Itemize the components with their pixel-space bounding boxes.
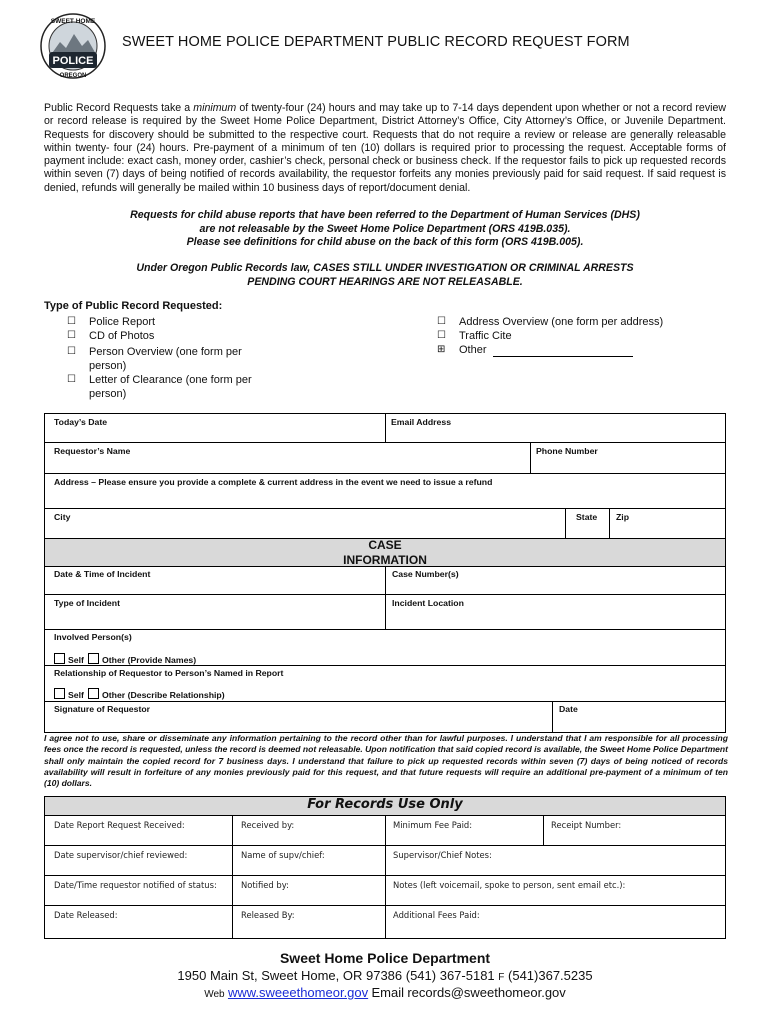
- agreement-statement: I agree not to use, share or disseminate any information pertaining to the record other than for lawful purposes. I understand that I am responsible for all processing fees once the record is requested, unless the record is deemed not releasable. Upon notification that said copied record is available, the Sweet Home Police Department shall only maintain the copied record for 7 business days. I understand that failure to pick up requested records within seven (7) days of being noticed of records availability will result in forfeiture of any monies previously paid for this request, and that future requests will require an additional pre-payment of a minimum of ten (10) dollars.: [44, 733, 728, 789]
- signature-date-field[interactable]: [552, 701, 726, 733]
- office-label: Date supervisor/chief reviewed:: [54, 850, 188, 860]
- option-label: Address Overview (one form per address): [459, 316, 664, 328]
- website-link[interactable]: www.sweeethomeor.gov: [227, 985, 369, 1000]
- office-cell[interactable]: [543, 815, 726, 846]
- field-label: State: [576, 512, 598, 522]
- relationship-field[interactable]: [44, 665, 726, 702]
- footer-web: [0, 985, 770, 1000]
- form-title: SWEET HOME POLICE DEPARTMENT PUBLIC RECORD REQUEST FORM: [122, 34, 630, 50]
- field-label: Phone Number: [536, 446, 598, 456]
- phone-field[interactable]: [530, 442, 726, 474]
- office-cell[interactable]: [385, 905, 726, 939]
- logo-top-text: SWEET HOME: [50, 18, 96, 25]
- office-label: Additional Fees Paid:: [393, 910, 480, 920]
- field-label: Today’s Date: [54, 417, 108, 427]
- oregon-notice-1: Under Oregon Public Records law, CASES STILL UNDER INVESTIGATION OR CRIMINAL ARRESTS: [136, 262, 634, 274]
- checkbox-icon[interactable]: [54, 653, 65, 664]
- footer-web-label: Web: [204, 989, 225, 1000]
- office-label: Receipt Number:: [551, 820, 622, 830]
- self-label: Self: [68, 655, 84, 665]
- office-label: Date Report Request Received:: [54, 820, 185, 830]
- incident-type-field[interactable]: [44, 594, 386, 630]
- incident-datetime-field[interactable]: [44, 566, 386, 595]
- option-label: Letter of Clearance (one form per person): [89, 374, 252, 400]
- self-label: Self: [68, 690, 84, 700]
- logo-bottom-text: OREGON: [59, 73, 87, 79]
- option-label: Police Report: [89, 316, 156, 328]
- involved-persons-field[interactable]: [44, 629, 726, 666]
- logo-center-text: POLICE: [52, 55, 94, 67]
- office-cell[interactable]: [232, 815, 386, 846]
- footer-fax: (541)367.5235: [508, 968, 593, 983]
- other-relationship-option[interactable]: [88, 688, 225, 700]
- field-label: Signature of Requestor: [54, 704, 151, 714]
- office-label: Received by:: [241, 820, 295, 830]
- checkbox-icon[interactable]: [54, 688, 65, 699]
- office-cell[interactable]: [232, 845, 386, 876]
- office-label: Date Released:: [54, 910, 118, 920]
- other-input-line[interactable]: [493, 345, 633, 357]
- office-cell[interactable]: [44, 845, 233, 876]
- office-use-title: For Records Use Only: [307, 797, 463, 812]
- case-numbers-field[interactable]: [385, 566, 726, 595]
- office-label: Notes (left voicemail, spoke to person, sent email etc.):: [393, 880, 626, 890]
- footer-address-text: 1950 Main St, Sweet Home, OR 97386 (541) 367-5181: [177, 968, 495, 983]
- intro-paragraph: [44, 102, 726, 195]
- checkbox-icon[interactable]: ☐: [67, 346, 76, 357]
- checkbox-icon[interactable]: [88, 653, 99, 664]
- option-label: CD of Photos: [89, 330, 155, 342]
- field-label: Requestor’s Name: [54, 446, 131, 456]
- field-label: Date: [559, 704, 578, 714]
- option-label: Other: [459, 344, 487, 356]
- field-label: Address – Please ensure you provide a complete & current address in the event we need to issue a refund: [54, 477, 493, 487]
- field-label: Involved Person(s): [54, 632, 132, 642]
- email-field[interactable]: [385, 413, 726, 443]
- todays-date-field[interactable]: [44, 413, 386, 443]
- case-title-line-1: CASE: [368, 538, 402, 552]
- field-label: Relationship of Requestor to Person’s Named in Report: [54, 668, 284, 678]
- other-names-option[interactable]: [88, 653, 196, 665]
- police-badge-logo: [40, 12, 106, 88]
- state-field[interactable]: [565, 508, 610, 539]
- other-relationship-label: Other (Describe Relationship): [102, 690, 225, 700]
- checkbox-icon[interactable]: ☐: [67, 316, 76, 327]
- office-label: Notified by:: [241, 880, 289, 890]
- city-field[interactable]: [44, 508, 566, 539]
- field-label: City: [54, 512, 71, 522]
- checkbox-icon[interactable]: ☐: [437, 330, 446, 341]
- office-cell[interactable]: [385, 815, 544, 846]
- office-cell[interactable]: [232, 875, 386, 906]
- checkbox-icon[interactable]: ☐: [67, 374, 76, 385]
- child-abuse-notice-1: Requests for child abuse reports that have been referred to the Department of Human Services (DHS): [130, 209, 640, 221]
- option-label: Traffic Cite: [459, 330, 512, 342]
- case-title-line-2: INFORMATION: [343, 552, 427, 567]
- office-cell[interactable]: [385, 845, 726, 876]
- option-label: Person Overview (one form per person): [89, 346, 242, 372]
- footer-email[interactable]: records@sweethomeor.gov: [407, 985, 566, 1000]
- address-field[interactable]: [44, 473, 726, 509]
- incident-location-field[interactable]: [385, 594, 726, 630]
- checkbox-icon[interactable]: [88, 688, 99, 699]
- field-label: Zip: [616, 512, 630, 522]
- field-label: Date & Time of Incident: [54, 569, 151, 579]
- office-cell[interactable]: [44, 875, 233, 906]
- child-abuse-notice-2: are not releasable by the Sweet Home Police Department (ORS 419B.035).: [199, 222, 571, 235]
- child-abuse-notice-3: Please see definitions for child abuse on the back of this form (ORS 419B.005).: [186, 236, 584, 248]
- field-label: Type of Incident: [54, 598, 120, 608]
- other-names-label: Other (Provide Names): [102, 655, 197, 665]
- office-cell[interactable]: [44, 905, 233, 939]
- requestor-name-field[interactable]: [44, 442, 531, 474]
- footer-email-label: Email: [371, 985, 404, 1000]
- office-label: Supervisor/Chief Notes:: [393, 850, 492, 860]
- zip-field[interactable]: [609, 508, 726, 539]
- checkbox-icon[interactable]: ☐: [67, 330, 76, 341]
- office-cell[interactable]: [232, 905, 386, 939]
- office-label: Released By:: [241, 910, 295, 920]
- office-label: Minimum Fee Paid:: [393, 820, 473, 830]
- self-option[interactable]: [54, 653, 84, 665]
- office-cell[interactable]: [385, 875, 726, 906]
- intro-text-2: of twenty-four (24) hours and may take up to 7-14 days dependent upon whether or not a record review or record release is required by the Sweet Home Police Department, District Attorney’s Office, City Attorney’s Office, or Juvenile Department. Requests for discovery should be submitted to the respective court. Requests that do not require a review or release are generally releasable within twenty- four (24) hours. Pre-payment of a minimum of ten (10) dollars is required prior to processing the request. Acceptable forms of payment include: exact cash, money order, cashier’s check, personal check or business check. If the requestor fails to pick up requested records within seven (7) days of being notified of records availability, the requestor forfeits any monies previously paid for said request. If said request is denied, refunds will generally be mailed within 10 business days of report/document denial.: [44, 102, 727, 194]
- checked-checkbox-icon[interactable]: ⊞: [437, 344, 446, 355]
- footer-department-name: Sweet Home Police Department: [279, 950, 491, 966]
- oregon-notice-2: PENDING COURT HEARINGS ARE NOT RELEASABLE.: [247, 275, 523, 288]
- intro-text-1: Public Record Requests take a: [44, 102, 194, 114]
- field-label: Incident Location: [392, 598, 464, 608]
- case-information-title: [44, 538, 726, 567]
- footer-address: [0, 968, 770, 983]
- signature-field[interactable]: [44, 701, 553, 733]
- self-relationship-option[interactable]: [54, 688, 84, 700]
- checkbox-icon[interactable]: ☐: [437, 316, 446, 327]
- footer-fax-label: F: [498, 972, 505, 983]
- intro-minimum: minimum: [193, 102, 237, 114]
- office-label: Name of supv/chief:: [241, 850, 325, 860]
- record-types-heading: Type of Public Record Requested:: [44, 300, 223, 312]
- field-label: Case Number(s): [392, 569, 459, 579]
- office-cell[interactable]: [44, 815, 233, 846]
- office-label: Date/Time requestor notified of status:: [54, 880, 217, 890]
- field-label: Email Address: [391, 417, 452, 427]
